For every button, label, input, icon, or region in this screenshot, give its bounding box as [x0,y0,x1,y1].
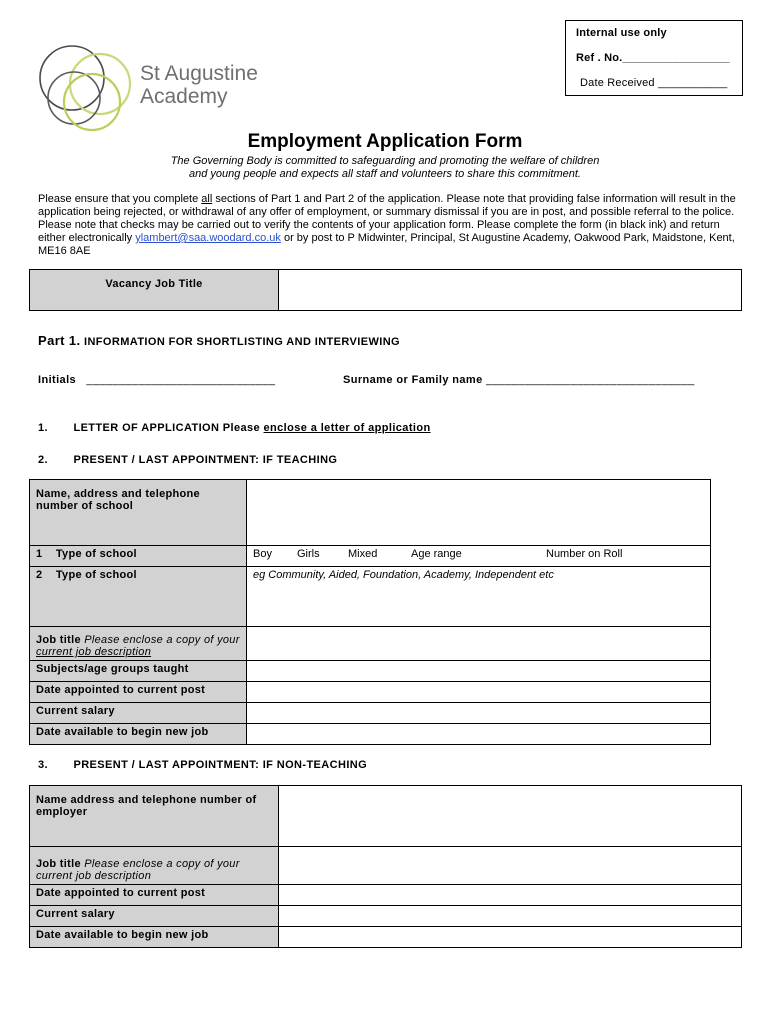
part1-title: INFORMATION FOR SHORTLISTING AND INTERVIEWING [80,336,401,348]
vacancy-input[interactable] [279,270,742,311]
table-row [30,786,742,847]
job-description-note: current job description [36,646,152,658]
type-of-school-1-options [247,546,711,567]
employer-name-label: Name address and telephone number of employer [30,786,279,847]
section2-number: 2. [38,454,48,466]
table-row [30,627,711,661]
commitment-line-1: The Governing Body is committed to safeguarding and promoting the welfare of children [170,155,600,167]
date-available-input[interactable] [247,724,711,745]
section1-number: 1. [38,422,48,434]
instructions-all: all [201,193,213,205]
commitment-statement [0,155,770,181]
table-row [30,546,711,567]
section3-number: 3. [38,759,48,771]
ref-number-field[interactable]: Ref . No._________________ [576,52,730,64]
table-row [30,703,711,724]
employer-name-input[interactable] [279,786,742,847]
section3-heading [38,759,367,771]
number-on-roll-field[interactable]: Number on Roll [546,548,623,560]
nt-job-title-input[interactable] [279,847,742,885]
instructions-paragraph [38,193,743,258]
commitment-line-2: and young people and expects all staff and volunteers to share this commitment. [189,168,581,180]
section1-label: LETTER OF APPLICATION Please [73,422,264,434]
nt-current-salary-label: Current salary [30,906,279,927]
job-title-instruction: Please enclose a copy of your [80,634,240,646]
table-row [30,480,711,546]
table-row [30,661,711,682]
initials-label: Initials [38,374,77,386]
date-appointed-label: Date appointed to current post [30,682,247,703]
type-of-school-1-label [30,546,247,567]
teaching-table [29,479,711,745]
section3-label: PRESENT / LAST APPOINTMENT: IF NON-TEACHING [73,759,368,771]
instructions-text-1: Please ensure that you complete [38,193,202,205]
nt-job-title-label [30,847,279,885]
age-range-field[interactable]: Age range [411,548,462,560]
subjects-label: Subjects/age groups taught [30,661,247,682]
table-row [30,847,742,885]
current-salary-input[interactable] [247,703,711,724]
school-name-input[interactable] [247,480,711,546]
academy-logo-icon [34,40,144,136]
job-title-text: Job title [36,634,81,646]
section1-heading [38,422,431,434]
nt-date-available-label: Date available to begin new job [30,927,279,948]
nt-date-available-input[interactable] [279,927,742,948]
type-of-school-2-label [30,567,247,627]
page-title: Employment Application Form [247,131,523,152]
mixed-option[interactable]: Mixed [348,548,378,560]
job-title-label [30,627,247,661]
vacancy-table [29,269,742,311]
nt-date-appointed-input[interactable] [279,885,742,906]
table-row [30,927,742,948]
current-salary-label: Current salary [30,703,247,724]
internal-use-title: Internal use only [576,27,667,39]
logo-line-2: Academy [140,85,228,108]
section1-instruction: enclose a letter of application [263,422,431,434]
initials-row [38,374,275,386]
instructions-text-2: sections of Part 1 and Part 2 of the application. Please note that providing false information will result in the application being rejected, or withdrawal of any offer of employment, or summary dismissal if you are in post, and possible referral to the police. Please note that checks may be carried out to verify the contents of your application form. Please complete the form (in black ink) and return either electronically [38,193,736,244]
section2-heading [38,454,337,466]
instructions-text-3: or by post to P Midwinter, Principal, St Augustine Academy, Oakwood Park, Maidstone, Kent, ME16 8AE [38,232,735,257]
non-teaching-table [29,785,742,948]
surname-row [343,374,695,386]
type1-text: Type of school [55,548,137,560]
surname-label: Surname or Family name [343,374,483,386]
email-link[interactable]: ylambert@saa.woodard.co.uk [135,232,281,244]
type1-number: 1 [36,548,43,560]
school-name-label: Name, address and telephone number of school [30,480,247,546]
type2-number: 2 [36,569,43,581]
part1-prefix: Part 1. [38,333,81,348]
girls-option[interactable]: Girls [297,548,320,560]
date-available-label: Date available to begin new job [30,724,247,745]
table-row [30,906,742,927]
type2-text: Type of school [55,569,137,581]
internal-use-box [565,20,743,96]
subjects-input[interactable] [247,661,711,682]
nt-current-salary-input[interactable] [279,906,742,927]
part1-heading [38,333,400,348]
nt-job-title-instruction: Please enclose a copy of your [80,858,240,870]
nt-job-description-note: current job description [36,870,152,882]
job-title-input[interactable] [247,627,711,661]
nt-date-appointed-label: Date appointed to current post [30,885,279,906]
initials-field[interactable]: _____________________________ [86,374,276,386]
nt-job-title-text: Job title [36,858,81,870]
logo-line-1: St Augustine [140,62,258,85]
date-received-field[interactable]: Date Received ___________ [580,77,728,89]
boy-option[interactable]: Boy [253,548,272,560]
vacancy-label: Vacancy Job Title [30,270,279,311]
table-row [30,567,711,627]
table-row [30,682,711,703]
date-appointed-input[interactable] [247,682,711,703]
table-row [30,885,742,906]
type-of-school-2-input[interactable]: eg Community, Aided, Foundation, Academy, Independent etc [247,567,711,627]
table-row [30,724,711,745]
surname-field[interactable]: ________________________________ [486,374,695,386]
section2-label: PRESENT / LAST APPOINTMENT: IF TEACHING [73,454,338,466]
logo-wordmark [140,62,258,108]
